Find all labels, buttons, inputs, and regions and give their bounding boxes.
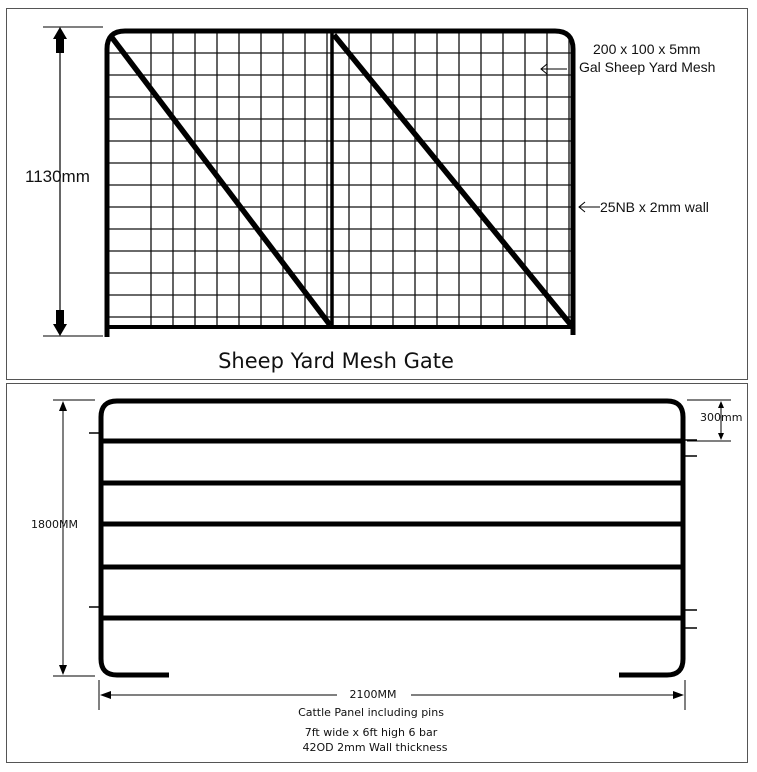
spacing-arrow-top (718, 401, 724, 408)
mesh-note-line2: Gal Sheep Yard Mesh (579, 59, 716, 75)
sheep-gate-title: Sheep Yard Mesh Gate (218, 349, 454, 373)
mesh-note-arrow (541, 64, 567, 74)
gate-height-label: 1130mm (25, 167, 90, 186)
tube-note-arrow (579, 202, 600, 212)
sheep-gate-panel (6, 8, 748, 380)
cattle-caption-line1: Cattle Panel including pins (298, 706, 444, 719)
gate-brace-left (110, 35, 330, 325)
cattle-height-arrow-bottom (59, 665, 67, 675)
tube-note: 25NB x 2mm wall (600, 199, 709, 215)
rail-spacing-label: 300mm (700, 411, 743, 424)
cattle-caption-line2: 7ft wide x 6ft high 6 bar (304, 726, 438, 739)
height-arrow-top (53, 27, 67, 53)
spacing-arrow-bottom (718, 433, 724, 440)
cattle-height-arrow-top (59, 401, 67, 411)
gate-brace-right (334, 35, 571, 325)
mesh-note-line1: 200 x 100 x 5mm (593, 41, 701, 57)
width-arrow-right (673, 691, 684, 699)
cattle-height-label: 1800MM (31, 518, 78, 531)
width-arrow-left (100, 691, 111, 699)
height-arrow-bottom (53, 310, 67, 336)
cattle-panel-panel (6, 383, 748, 763)
mesh-grid (107, 31, 573, 327)
cattle-width-label: 2100MM (349, 688, 397, 701)
cattle-caption-line3: 42OD 2mm Wall thickness (302, 741, 448, 754)
